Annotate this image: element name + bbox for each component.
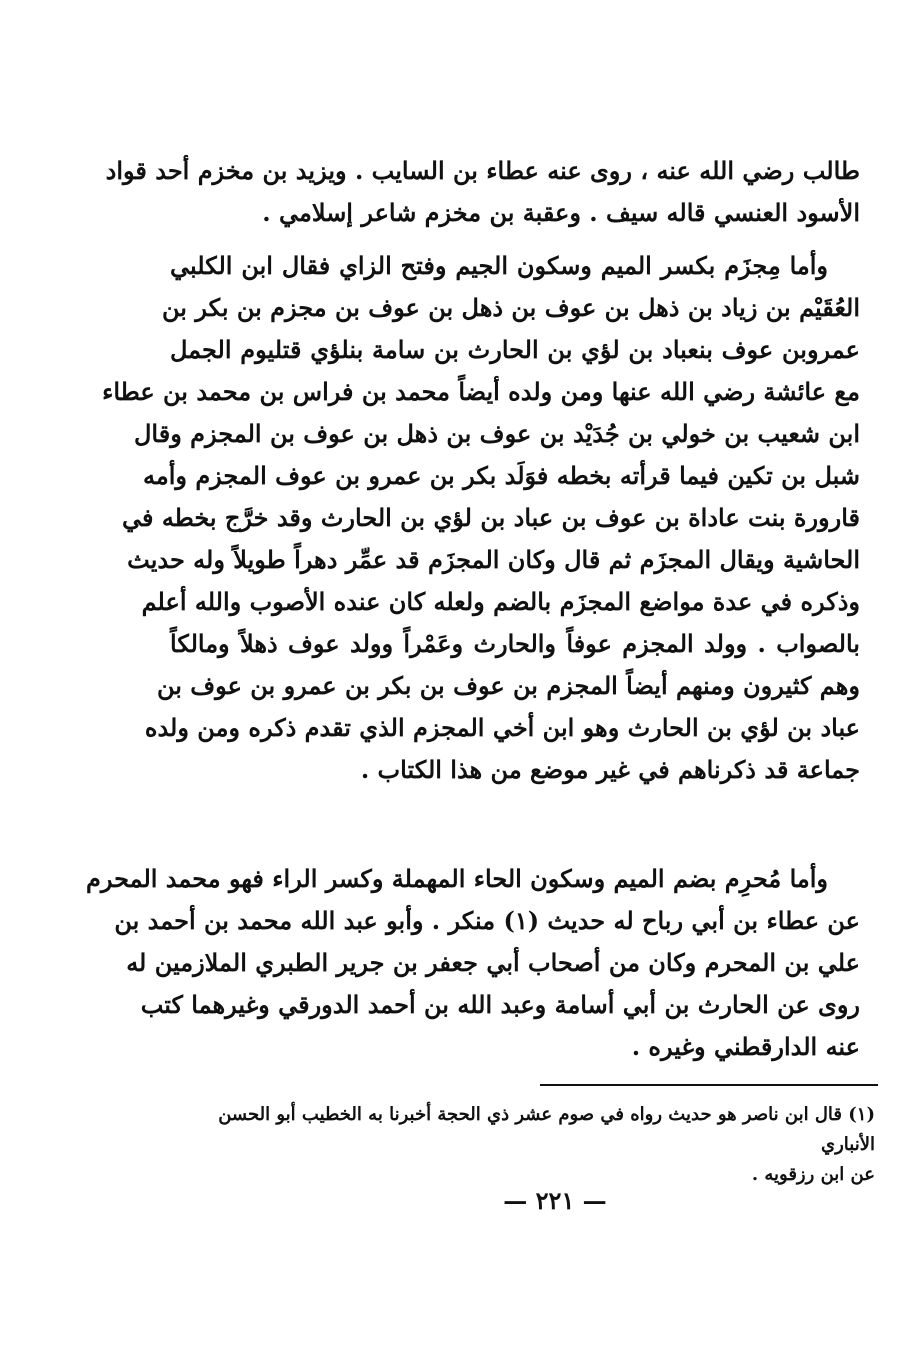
text-line: شبل بن تكين فيما قرأته بخطه فوَلَد بكر بن عمرو بن عوف المجزم وأمه xyxy=(142,461,860,490)
text-line: العُقَيْم بن زياد بن ذهل بن عوف بن ذهل بن عوف بن مجزم بن بكر بن xyxy=(162,293,860,322)
paragraph-3 xyxy=(85,858,860,1068)
paragraph-1 xyxy=(105,150,860,234)
text-line: روى عن الحارث بن أبي أسامة وعبد الله بن أحمد الدورقي وغيرهما كتب xyxy=(140,990,860,1019)
text-line: ابن شعيب بن خولي بن جُدَيْد بن عوف بن ذهل بن عوف بن المجزم وقال xyxy=(133,419,860,448)
text-line: وهم كثيرون ومنهم أيضاً المجزم بن عوف بن بكر بن عمرو بن عوف بن xyxy=(157,671,860,700)
footnote-line: عن ابن رزقويه . xyxy=(751,1164,875,1185)
text-line: مع عائشة رضي الله عنها ومن ولده أيضاً محمد بن فراس بن محمد بن عطاء xyxy=(102,377,860,406)
text-line: الأسود العنسي قاله سيف . وعقبة بن مخزم شاعر إسلامي . xyxy=(262,198,860,227)
paragraph-2 xyxy=(102,245,860,791)
footnote xyxy=(215,1100,875,1190)
text-line: وأما مُحرِم بضم الميم وسكون الحاء المهملة وكسر الراء فهو محمد المحرم xyxy=(85,864,828,893)
text-line: عباد بن لؤي بن الحارث وهو ابن أخي المجزم الذي تقدم ذكره ومن ولده xyxy=(144,713,860,742)
text-line: عمروبن عوف بنعباد بن لؤي بن الحارث بن سامة بنلؤي قتليوم الجمل xyxy=(170,335,860,364)
page-number: — ٢٢١ — xyxy=(503,1186,607,1215)
text-line: بالصواب . وولد المجزم عوفاً والحارث وعَمْراً وولد عوف ذهلاً ومالكاً xyxy=(170,629,860,658)
text-line: طالب رضي الله عنه ، روى عنه عطاء بن السايب . ويزيد بن مخزم أحد قواد xyxy=(105,156,860,185)
text-line: وأما مِجزَم بكسر الميم وسكون الجيم وفتح الزاي فقال ابن الكلبي xyxy=(170,251,828,280)
footnote-divider xyxy=(540,1084,878,1086)
text-line: الحاشية ويقال المجزَم ثم قال وكان المجزَم قد عمِّر دهراً طويلاً وله حديث xyxy=(127,545,860,574)
footnote-line: (١) قال ابن ناصر هو حديث رواه في صوم عشر ذي الحجة أخبرنا به الخطيب أبو الحسن الأنباري xyxy=(218,1104,875,1155)
text-line: علي بن المحرم وكان من أصحاب أبي جعفر بن جرير الطبري الملازمين له xyxy=(126,948,860,977)
text-line: عنه الدارقطني وغيره . xyxy=(631,1032,860,1061)
text-line: وذكره في عدة مواضع المجزَم بالضم ولعله كان عنده الأصوب والله أعلم xyxy=(141,587,860,616)
text-line: عن عطاء بن أبي رباح له حديث (١) منكر . وأبو عبد الله محمد بن أحمد بن xyxy=(114,906,860,935)
text-line: جماعة قد ذكرناهم في غير موضع من هذا الكتاب . xyxy=(360,755,860,784)
text-line: قارورة بنت عاداة بن عوف بن عباد بن لؤي بن الحارث وقد خرَّج بخطه في xyxy=(121,503,860,532)
